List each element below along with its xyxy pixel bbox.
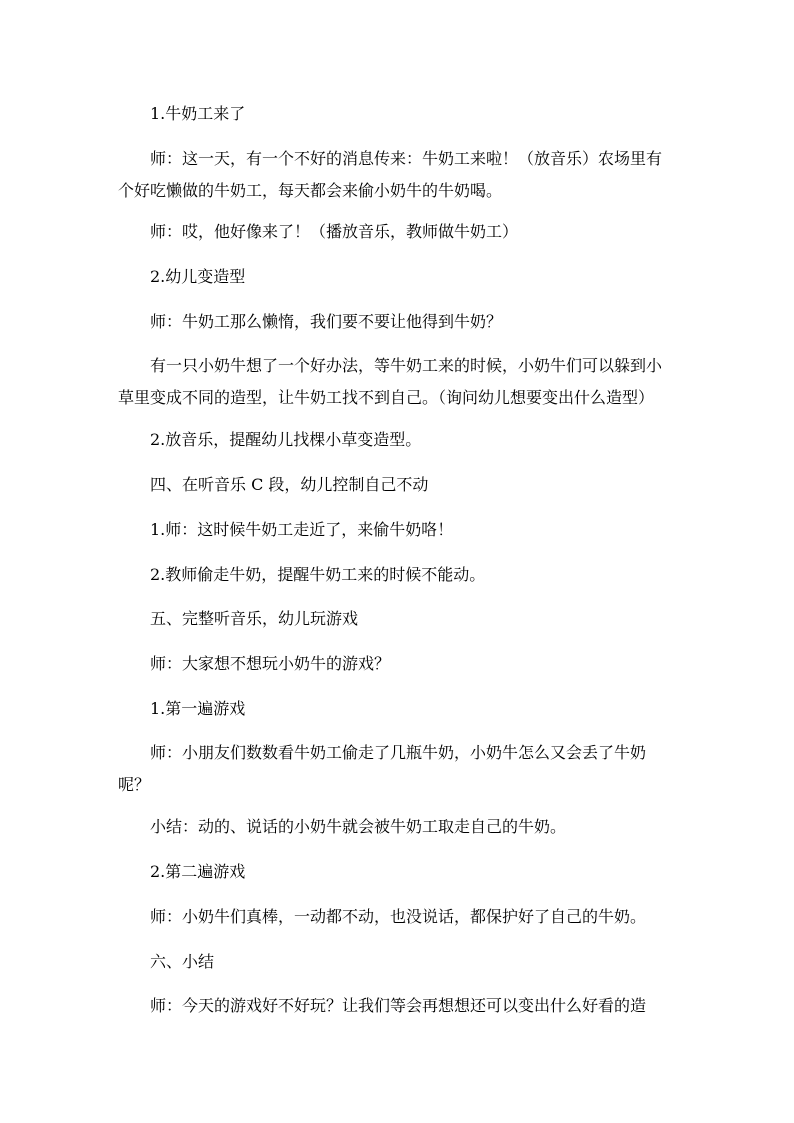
paragraph-want-to-play: 师：大家想不想玩小奶牛的游戏？ xyxy=(150,654,391,673)
heading-2-children-pose: 2.幼儿变造型 xyxy=(150,267,246,286)
paragraph-teacher-steals: 2.教师偷走牛奶，提醒牛奶工来的时候不能动。 xyxy=(150,565,486,584)
heading-section-five: 五、完整听音乐，幼儿玩游戏 xyxy=(150,609,359,628)
paragraph-he-is-coming: 师：哎，他好像来了！（播放音乐，教师做牛奶工） xyxy=(150,222,519,241)
paragraph-closing: 师：今天的游戏好不好玩？让我们等会再想想还可以变出什么好看的造 xyxy=(150,996,647,1015)
paragraph-count-bottles: 师：小朋友们数数看牛奶工偷走了几瓶牛奶，小奶牛怎么又会丢了牛奶 呢？ xyxy=(118,743,647,794)
heading-section-six: 六、小结 xyxy=(150,952,215,971)
paragraph-milkman-near: 1.师：这时候牛奶工走近了，来偷牛奶咯！ xyxy=(150,520,454,539)
heading-1-milkman-comes: 1.牛奶工来了 xyxy=(150,104,246,123)
heading-first-round: 1.第一遍游戏 xyxy=(150,699,246,718)
paragraph-bad-news: 师：这一天，有一个不好的消息传来：牛奶工来啦！（放音乐）农场里有 个好吃懒做的牛奶工，每天都会来偷小奶牛的牛奶喝。 xyxy=(118,149,663,200)
paragraph-play-music: 2.放音乐，提醒幼儿找棵小草变造型。 xyxy=(150,430,422,449)
heading-section-four: 四、在听音乐 C 段，幼儿控制自己不动 xyxy=(150,475,429,494)
paragraph-good-idea: 有一只小奶牛想了一个好办法，等牛奶工来的时候，小奶牛们可以躲到小 草里变成不同的造型，让牛奶工找不到自己。（询问幼儿想要变出什么造型） xyxy=(118,356,663,407)
paragraph-summary-moving: 小结：动的、说话的小奶牛就会被牛奶工取走自己的牛奶。 xyxy=(150,817,567,836)
paragraph-great-job: 师：小奶牛们真棒，一动都不动，也没说话，都保护好了自己的牛奶。 xyxy=(150,907,647,926)
heading-second-round: 2.第二遍游戏 xyxy=(150,862,246,881)
paragraph-lazy-milkman: 师：牛奶工那么懒惰，我们要不要让他得到牛奶？ xyxy=(150,312,503,331)
